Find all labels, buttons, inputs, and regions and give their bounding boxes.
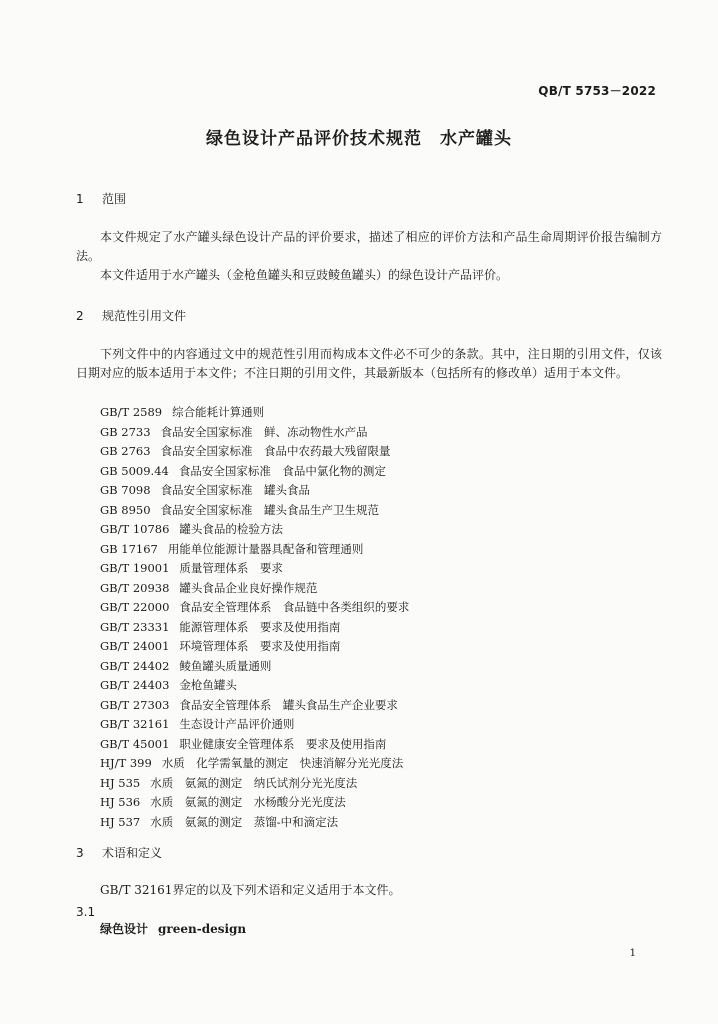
reference-title: 食品安全国家标准 罐头食品 bbox=[160, 483, 311, 497]
reference-code: GB/T 23331 bbox=[100, 619, 170, 634]
section-title: 规范性引用文件 bbox=[102, 309, 187, 323]
reference-code: GB/T 20938 bbox=[100, 580, 170, 595]
reference-item bbox=[100, 579, 660, 599]
reference-item bbox=[100, 423, 660, 443]
reference-code: GB/T 10786 bbox=[100, 522, 170, 536]
reference-title: 职业健康安全管理体系 要求及使用指南 bbox=[179, 736, 387, 751]
standard-code: QB/T 5753－2022 bbox=[538, 84, 656, 98]
reference-item bbox=[100, 520, 660, 540]
reference-item bbox=[100, 813, 660, 833]
section-title: 范围 bbox=[102, 192, 127, 206]
reference-title: 金枪鱼罐头 bbox=[179, 678, 237, 692]
reference-title: 食品安全管理体系 食品链中各类组织的要求 bbox=[179, 600, 410, 614]
reference-item bbox=[100, 618, 660, 638]
reference-title: 食品安全管理体系 罐头食品生产企业要求 bbox=[179, 697, 398, 712]
reference-code: GB/T 24402 bbox=[100, 658, 170, 673]
section-number: 2 bbox=[76, 309, 84, 323]
reference-title: 环境管理体系 要求及使用指南 bbox=[179, 639, 341, 653]
term-entry bbox=[100, 920, 246, 937]
reference-code: GB 2763 bbox=[100, 444, 151, 458]
section-heading-normative-references bbox=[76, 307, 186, 324]
reference-title: 水质 氨氮的测定 水杨酸分光光度法 bbox=[150, 795, 346, 809]
reference-code: GB 17167 bbox=[100, 541, 158, 556]
reference-title: 综合能耗计算通则 bbox=[172, 405, 265, 419]
reference-code: HJ/T 399 bbox=[100, 756, 152, 770]
scope-paragraph-2: 本文件适用于水产罐头（金枪鱼罐头和豆豉鲮鱼罐头）的绿色设计产品评价。 bbox=[100, 268, 509, 282]
reference-code: GB/T 2589 bbox=[100, 405, 163, 419]
reference-item bbox=[100, 442, 660, 462]
section-title: 术语和定义 bbox=[102, 846, 163, 860]
reference-code: GB/T 32161 bbox=[100, 717, 170, 731]
reference-code: GB/T 19001 bbox=[100, 561, 170, 575]
reference-item bbox=[100, 657, 660, 677]
reference-title: 生态设计产品评价通则 bbox=[179, 717, 295, 731]
reference-title: 食品安全国家标准 食品中氯化物的测定 bbox=[178, 463, 386, 478]
term-english: green-design bbox=[158, 922, 247, 936]
reference-item bbox=[100, 501, 660, 521]
reference-item bbox=[100, 735, 660, 755]
section-heading-scope bbox=[76, 190, 126, 207]
reference-code: GB 2733 bbox=[100, 424, 151, 439]
reference-list bbox=[100, 403, 660, 832]
clause-number: 3.1 bbox=[76, 905, 96, 919]
scope-paragraph-1: 本文件规定了水产罐头绿色设计产品的评价要求，描述了相应的评价方法和产品生命周期评价报告编制方法。 bbox=[76, 230, 662, 263]
reference-title: 食品安全国家标准 食品中农药最大残留限量 bbox=[160, 444, 391, 458]
reference-code: HJ 535 bbox=[100, 775, 141, 790]
reference-title: 水质 化学需氧量的测定 快速消解分光光度法 bbox=[161, 756, 404, 770]
reference-item bbox=[100, 754, 660, 774]
reference-code: GB/T 24001 bbox=[100, 639, 170, 653]
document-title: 绿色设计产品评价技术规范 水产罐头 bbox=[206, 129, 512, 149]
section-number: 1 bbox=[76, 192, 84, 206]
term-chinese: 绿色设计 bbox=[100, 922, 149, 936]
reference-item bbox=[100, 598, 660, 618]
reference-code: GB 8950 bbox=[100, 502, 151, 517]
reference-title: 罐头食品企业良好操作规范 bbox=[179, 580, 318, 595]
reference-item bbox=[100, 559, 660, 579]
reference-item bbox=[100, 481, 660, 501]
reference-code: GB 5009.44 bbox=[100, 463, 169, 478]
reference-code: GB/T 45001 bbox=[100, 736, 170, 751]
section-number: 3 bbox=[76, 846, 84, 860]
reference-code: HJ 537 bbox=[100, 814, 141, 829]
reference-title: 用能单位能源计量器具配备和管理通则 bbox=[167, 541, 364, 556]
reference-title: 能源管理体系 要求及使用指南 bbox=[179, 619, 341, 634]
reference-code: GB/T 22000 bbox=[100, 600, 170, 614]
reference-item bbox=[100, 403, 660, 423]
reference-item bbox=[100, 774, 660, 794]
reference-item bbox=[100, 793, 660, 813]
reference-title: 食品安全国家标准 鲜、冻动物性水产品 bbox=[160, 424, 368, 439]
terms-intro: GB/T 32161界定的以及下列术语和定义适用于本文件。 bbox=[100, 883, 401, 897]
reference-title: 鲮鱼罐头质量通则 bbox=[179, 658, 272, 673]
reference-title: 质量管理体系 要求 bbox=[179, 561, 283, 575]
page-number: 1 bbox=[629, 948, 636, 959]
references-intro: 下列文件中的内容通过文中的规范性引用而构成本文件必不可少的条款。其中，注日期的引用文件，仅该日期对应的版本适用于本文件；不注日期的引用文件，其最新版本（包括所有的修改单）适用于本文件。 bbox=[76, 347, 662, 380]
reference-code: GB/T 24403 bbox=[100, 678, 170, 692]
bleed-through-text bbox=[118, 150, 678, 200]
reference-title: 水质 氨氮的测定 蒸馏-中和滴定法 bbox=[150, 814, 339, 829]
reference-title: 罐头食品的检验方法 bbox=[179, 522, 283, 536]
reference-item bbox=[100, 696, 660, 716]
reference-code: GB 7098 bbox=[100, 483, 151, 497]
reference-code: HJ 536 bbox=[100, 795, 141, 809]
section-heading-terms bbox=[76, 844, 162, 861]
reference-item bbox=[100, 462, 660, 482]
reference-title: 水质 氨氮的测定 纳氏试剂分光光度法 bbox=[150, 775, 358, 790]
reference-item bbox=[100, 540, 660, 560]
reference-title: 食品安全国家标准 罐头食品生产卫生规范 bbox=[160, 502, 380, 517]
reference-item bbox=[100, 715, 660, 735]
reference-item bbox=[100, 676, 660, 696]
reference-item bbox=[100, 637, 660, 657]
reference-code: GB/T 27303 bbox=[100, 697, 170, 712]
